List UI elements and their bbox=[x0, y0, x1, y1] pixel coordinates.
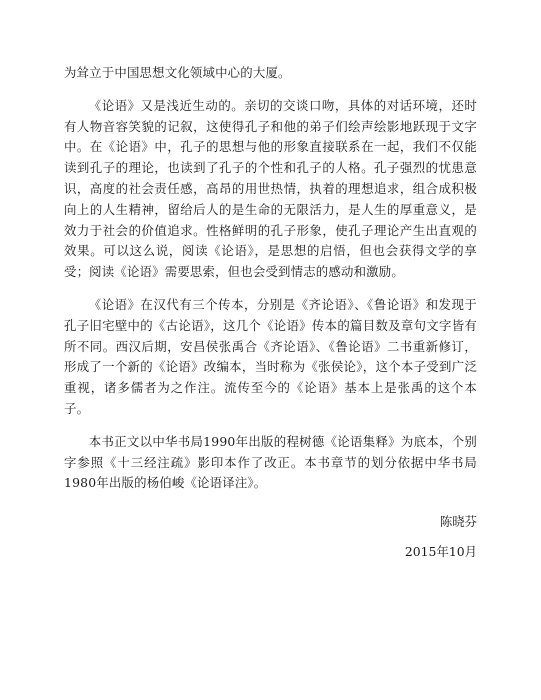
paragraph-edition-note: 本书正文以中华书局1990年出版的程树德《论语集释》为底本，个别字参照《十三经注疏》影印本作了改正。本书章节的划分依据中华书局1980年出版的杨伯峻《论语译注》。 bbox=[64, 433, 477, 491]
author-signature: 陈晓芬 bbox=[439, 514, 477, 530]
paragraph-lunyu-versions: 《论语》在汉代有三个传本，分别是《齐论语》、《鲁论语》和发现于孔子旧宅壁中的《古论语》，这几个《论语》传本的篇目数及章句文字皆有所不同。西汉后期，安昌侯张禹合《齐论语》、《鲁论语》二书重新修订，形成了一个新的《论语》改编本，当时称为《张侯论》，这个本子受到广泛重视，诸多儒者为之作注。流传至今的《论语》基本上是张禹的这个本子。 bbox=[64, 296, 477, 416]
paragraph-continuation: 为耸立于中国思想文化领域中心的大厦。 bbox=[64, 65, 291, 80]
paragraph-lunyu-style: 《论语》又是浅近生动的。亲切的交谈口吻，具体的对话环境，还时有人物音容笑貌的记叙，这使得孔子和他的弟子们绘声绘影地跃现于文字中。在《论语》中，孔子的思想与他的形象直接联系在一起，我们不仅能读到孔子的理论，也读到了孔子的个性和孔子的人格。孔子强烈的忧患意识，高度的社会责任感，高昂的用世热情，执着的理想追求，组合成积极向上的人生精神，留给后人的是生命的无限活力，是人生的厚重意义，是效力于社会的价值追求。性格鲜明的孔子形象，使孔子理论产生出直观的效果。可以这么说，阅读《论语》，是思想的启悟，但也会获得文学的享受；阅读《论语》需要思索，但也会受到情志的感动和激励。 bbox=[64, 97, 477, 280]
document-date: 2015年10月 bbox=[404, 544, 477, 560]
